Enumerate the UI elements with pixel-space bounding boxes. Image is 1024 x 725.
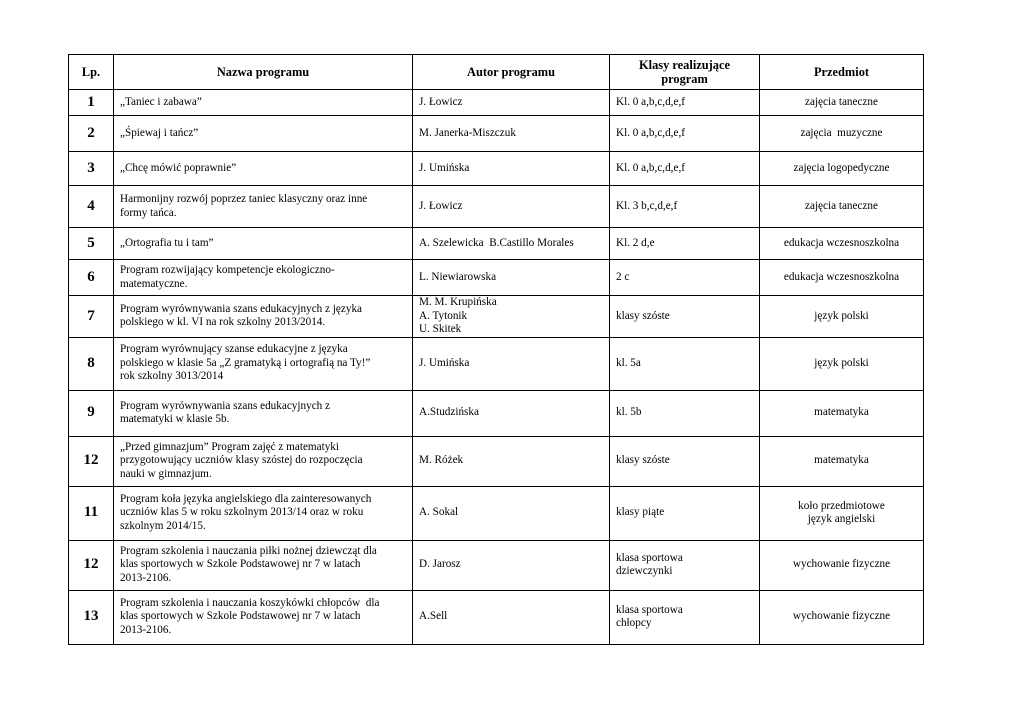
cell-author-line: A.Sell — [419, 610, 448, 623]
cell-name-line: polskiego w kl. VI na rok szkolny 2013/2014. — [120, 316, 326, 329]
cell-classes-line: Kl. 0 a,b,c,d,e,f — [616, 161, 685, 174]
cell-author-line: J. Łowicz — [419, 199, 463, 212]
cell-author — [413, 260, 610, 296]
cell-name-line: przygotowujący uczniów klasy szóstej do rozpoczęcia — [120, 454, 363, 467]
table-row — [69, 540, 924, 590]
table-row — [69, 152, 924, 186]
cell-author — [413, 390, 610, 436]
cell-author-line: A. Tytonik — [419, 309, 468, 322]
cell-subject-line: edukacja wczesnoszkolna — [783, 270, 900, 283]
table-row — [69, 337, 924, 390]
cell-subject — [760, 296, 924, 338]
cell-author-line: A.Studzińska — [419, 406, 479, 419]
header-classes-line2: program — [661, 72, 708, 86]
cell-name-line: rok szkolny 3013/2014 — [120, 370, 224, 383]
row-number: 7 — [69, 296, 114, 338]
header-lp: Lp. — [69, 55, 114, 90]
cell-subject — [760, 186, 924, 228]
cell-subject-line: matematyka — [814, 406, 869, 419]
cell-classes-line: dziewczynki — [616, 565, 673, 577]
cell-classes — [610, 296, 760, 338]
cell-name — [114, 337, 413, 390]
cell-author — [413, 296, 610, 338]
cell-name-line: nauki w gimnazjum. — [120, 467, 212, 480]
cell-name-line: 2013-2106. — [120, 623, 172, 636]
cell-subject — [760, 152, 924, 186]
cell-name — [114, 486, 413, 540]
cell-subject-line: zajęcia taneczne — [805, 199, 878, 212]
header-classes — [610, 55, 760, 90]
cell-name-line: formy tańca. — [120, 206, 177, 219]
cell-name — [114, 436, 413, 486]
cell-classes — [610, 390, 760, 436]
cell-author-line: M. Różek — [419, 454, 464, 467]
cell-name-line: „Śpiewaj i tańcz” — [120, 126, 199, 139]
cell-subject — [760, 540, 924, 590]
cell-name — [114, 228, 413, 260]
cell-name — [114, 590, 413, 644]
cell-subject — [760, 337, 924, 390]
table-row — [69, 90, 924, 116]
cell-classes — [610, 152, 760, 186]
cell-classes — [610, 116, 760, 152]
table-row — [69, 260, 924, 296]
cell-subject-line: język polski — [814, 356, 869, 369]
cell-subject-line: zajęcia muzyczne — [800, 126, 883, 139]
cell-subject-line: matematyka — [814, 454, 869, 467]
cell-classes — [610, 228, 760, 260]
cell-classes — [610, 590, 760, 644]
cell-classes-line: Kl. 3 b,c,d,e,f — [616, 199, 678, 212]
cell-author-line: J. Łowicz — [419, 95, 463, 108]
programs-table — [68, 54, 924, 645]
table-row — [69, 590, 924, 644]
cell-name-line: klas sportowych w Szkole Podstawowej nr 7 w latach — [120, 610, 361, 623]
row-number: 5 — [69, 228, 114, 260]
cell-classes-line: Kl. 0 a,b,c,d,e,f — [616, 95, 685, 108]
cell-author-line: J. Umińska — [419, 356, 470, 369]
cell-name — [114, 296, 413, 338]
header-name: Nazwa programu — [114, 55, 413, 90]
table-row — [69, 296, 924, 338]
row-number: 3 — [69, 152, 114, 186]
row-number: 13 — [69, 590, 114, 644]
cell-subject — [760, 590, 924, 644]
cell-author — [413, 590, 610, 644]
cell-subject-line: język angielski — [807, 513, 876, 525]
cell-name-line: Program szkolenia i nauczania koszykówki chłopców dla — [120, 596, 380, 609]
cell-author — [413, 186, 610, 228]
cell-subject-line: wychowanie fizyczne — [792, 558, 891, 571]
header-classes-line1: Klasy realizujące — [639, 58, 730, 72]
cell-subject — [760, 228, 924, 260]
cell-name-line: matematyczne. — [120, 277, 188, 290]
cell-name-line: Program wyrównujący szanse edukacyjne z języka — [120, 343, 348, 356]
cell-author-line: J. Umińska — [419, 161, 470, 174]
cell-classes-line: klasa sportowa — [616, 603, 683, 616]
cell-classes — [610, 337, 760, 390]
row-number: 4 — [69, 186, 114, 228]
cell-author-line: M. M. Krupińska — [419, 296, 497, 308]
cell-subject-line: koło przedmiotowe — [798, 499, 885, 512]
row-number: 12 — [69, 540, 114, 590]
cell-author — [413, 90, 610, 116]
table-row — [69, 116, 924, 152]
cell-subject — [760, 390, 924, 436]
cell-classes — [610, 186, 760, 228]
cell-author — [413, 436, 610, 486]
row-number: 9 — [69, 390, 114, 436]
cell-name-line: 2013-2106. — [120, 571, 172, 584]
cell-name-line: Program szkolenia i nauczania piłki nożnej dziewcząt dla — [120, 544, 377, 557]
cell-author-line: D. Jarosz — [419, 558, 461, 571]
cell-classes — [610, 486, 760, 540]
cell-author-line: U. Skitek — [419, 323, 462, 335]
row-number: 11 — [69, 486, 114, 540]
cell-name-line: uczniów klas 5 w roku szkolnym 2013/14 oraz w roku — [120, 506, 364, 519]
cell-author-line: M. Janerka-Miszczuk — [419, 126, 516, 139]
cell-author — [413, 152, 610, 186]
table-row — [69, 436, 924, 486]
cell-author-line: A. Sokal — [419, 506, 459, 519]
cell-classes — [610, 436, 760, 486]
cell-subject — [760, 116, 924, 152]
cell-name-line: klas sportowych w Szkole Podstawowej nr 7 w latach — [120, 558, 361, 571]
cell-classes-line: klasy piąte — [616, 506, 665, 519]
cell-subject-line: język polski — [814, 309, 869, 322]
cell-subject — [760, 486, 924, 540]
cell-author — [413, 540, 610, 590]
cell-classes-line: klasy szóste — [616, 309, 670, 322]
table-header-row — [69, 55, 924, 90]
table-row — [69, 228, 924, 260]
cell-author — [413, 337, 610, 390]
header-author: Autor programu — [413, 55, 610, 90]
cell-classes-line: Kl. 2 d,e — [616, 236, 655, 249]
header-subject: Przedmiot — [760, 55, 924, 90]
cell-classes — [610, 260, 760, 296]
cell-name — [114, 260, 413, 296]
cell-classes-line: Kl. 0 a,b,c,d,e,f — [616, 126, 685, 139]
cell-subject-line: edukacja wczesnoszkolna — [783, 236, 900, 249]
cell-name-line: Program wyrównywania szans edukacyjnych z — [120, 399, 331, 412]
row-number: 1 — [69, 90, 114, 116]
cell-name-line: Harmonijny rozwój poprzez taniec klasyczny oraz inne — [120, 193, 368, 205]
cell-name-line: Program rozwijający kompetencje ekologiczno- — [120, 264, 335, 276]
table-row — [69, 186, 924, 228]
table-row — [69, 486, 924, 540]
cell-classes-line: kl. 5a — [616, 356, 641, 369]
cell-classes-line: klasy szóste — [616, 454, 670, 467]
cell-name — [114, 152, 413, 186]
cell-classes-line: klasa sportowa — [616, 551, 683, 564]
cell-author-line: L. Niewiarowska — [419, 270, 497, 283]
cell-subject-line: zajęcia logopedyczne — [793, 161, 890, 174]
cell-name-line: Program wyrównywania szans edukacyjnych z języka — [120, 302, 363, 315]
cell-subject-line: zajęcia taneczne — [805, 95, 878, 108]
cell-name-line: „Chcę mówić poprawnie” — [120, 161, 237, 174]
cell-classes — [610, 540, 760, 590]
cell-name-line: „Taniec i zabawa” — [120, 95, 202, 108]
cell-name — [114, 116, 413, 152]
table-body — [69, 90, 924, 645]
cell-name — [114, 90, 413, 116]
cell-classes-line: chłopcy — [616, 617, 652, 629]
row-number: 2 — [69, 116, 114, 152]
cell-name-line: matematyki w klasie 5b. — [120, 413, 230, 425]
cell-subject-line: wychowanie fizyczne — [792, 610, 891, 623]
cell-name — [114, 186, 413, 228]
cell-classes-line: kl. 5b — [616, 406, 642, 419]
cell-name — [114, 540, 413, 590]
cell-author — [413, 486, 610, 540]
cell-classes — [610, 90, 760, 116]
cell-subject — [760, 90, 924, 116]
cell-name-line: „Przed gimnazjum” Program zajęć z matematyki — [120, 440, 339, 453]
row-number: 8 — [69, 337, 114, 390]
cell-name-line: „Ortografia tu i tam” — [120, 236, 214, 249]
cell-subject — [760, 436, 924, 486]
cell-author — [413, 228, 610, 260]
cell-author — [413, 116, 610, 152]
cell-subject — [760, 260, 924, 296]
cell-name — [114, 390, 413, 436]
row-number: 12 — [69, 436, 114, 486]
table-row — [69, 390, 924, 436]
cell-name-line: szkolnym 2014/15. — [120, 519, 206, 532]
cell-author-line: A. Szelewicka B.Castillo Morales — [419, 236, 574, 249]
cell-name-line: Program koła języka angielskiego dla zainteresowanych — [120, 492, 372, 505]
cell-classes-line: 2 c — [616, 270, 630, 283]
row-number: 6 — [69, 260, 114, 296]
cell-name-line: polskiego w klasie 5a „Z gramatyką i ortografią na Ty!” — [120, 356, 371, 369]
